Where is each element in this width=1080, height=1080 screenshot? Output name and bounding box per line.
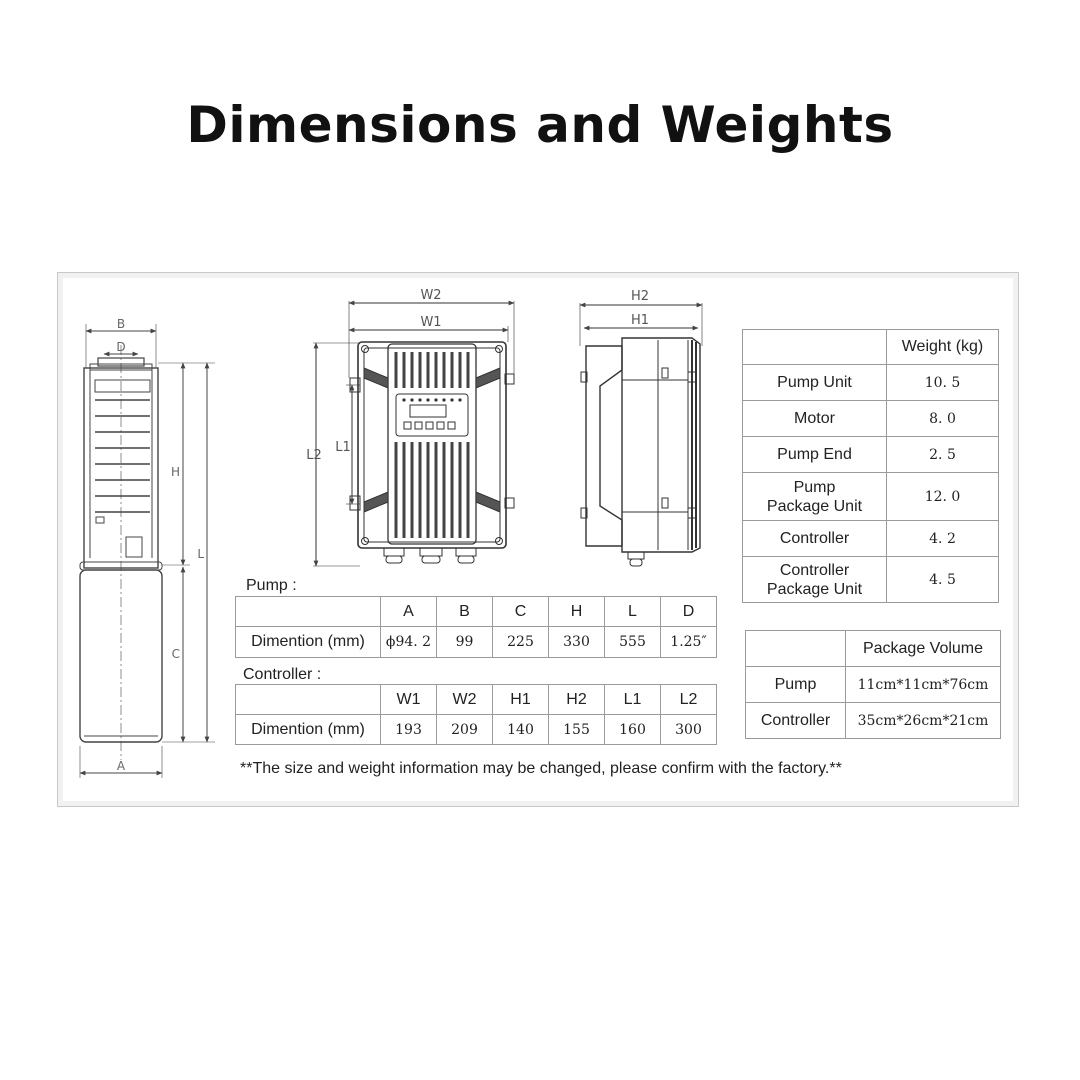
pump-table-caption: Pump : bbox=[246, 577, 297, 594]
table-header-row bbox=[743, 330, 999, 365]
value-b: 99 bbox=[437, 627, 493, 658]
table-header-cell: L bbox=[605, 597, 661, 627]
controller-front-drawing bbox=[313, 301, 514, 566]
table-header-cell bbox=[746, 631, 846, 667]
dim-label-l2: L2 bbox=[306, 448, 322, 463]
volume-header: Package Volume bbox=[846, 631, 1001, 667]
volume-item: Pump bbox=[746, 667, 846, 703]
dim-label-d: D bbox=[116, 340, 126, 354]
weight-item: Motor bbox=[743, 401, 887, 437]
value-a: ϕ94. 2 bbox=[381, 627, 437, 658]
weight-value: 4. 2 bbox=[887, 521, 999, 557]
value-c: 225 bbox=[493, 627, 549, 658]
dim-label-h2: H2 bbox=[630, 289, 650, 304]
table-header-cell bbox=[236, 685, 381, 715]
table-row bbox=[236, 715, 717, 745]
value-l1: 160 bbox=[605, 715, 661, 745]
value-h2: 155 bbox=[549, 715, 605, 745]
volume-value: 11cm*11cm*76cm bbox=[846, 667, 1001, 703]
volume-item: Controller bbox=[746, 703, 846, 739]
table-header-cell: W2 bbox=[437, 685, 493, 715]
pump-dimension-table bbox=[235, 596, 717, 658]
table-row bbox=[746, 667, 1001, 703]
dim-label-w1: W1 bbox=[420, 315, 442, 330]
weight-item-line: Controller bbox=[779, 561, 850, 579]
table-row bbox=[743, 401, 999, 437]
weight-item: Pump Unit bbox=[743, 365, 887, 401]
volume-value: 35cm*26cm*21cm bbox=[846, 703, 1001, 739]
weight-item: Controller bbox=[743, 521, 887, 557]
value-w1: 193 bbox=[381, 715, 437, 745]
table-row bbox=[236, 627, 717, 658]
table-header-cell: C bbox=[493, 597, 549, 627]
weight-item-line: Pump bbox=[793, 478, 836, 496]
table-header-cell: H1 bbox=[493, 685, 549, 715]
weight-value: 12. 0 bbox=[887, 473, 999, 521]
table-row bbox=[743, 473, 999, 521]
weight-value: 10. 5 bbox=[887, 365, 999, 401]
weight-item: Pump End bbox=[743, 437, 887, 473]
weight-value: 8. 0 bbox=[887, 401, 999, 437]
dim-label-l1: L1 bbox=[335, 440, 351, 455]
table-row bbox=[743, 437, 999, 473]
weight-header: Weight (kg) bbox=[887, 330, 999, 365]
weight-item-line: Package Unit bbox=[766, 580, 863, 598]
weight-item bbox=[743, 473, 887, 521]
table-header-cell: W1 bbox=[381, 685, 437, 715]
table-row bbox=[743, 521, 999, 557]
row-label: Dimention (mm) bbox=[236, 627, 381, 658]
weight-table bbox=[742, 329, 999, 603]
value-h: 330 bbox=[549, 627, 605, 658]
value-l2: 300 bbox=[661, 715, 717, 745]
table-row bbox=[743, 557, 999, 603]
weight-item bbox=[743, 557, 887, 603]
dim-label-b: B bbox=[116, 317, 126, 331]
table-row bbox=[746, 703, 1001, 739]
table-header-row bbox=[236, 685, 717, 715]
controller-side-drawing bbox=[580, 303, 702, 566]
page-title: Dimensions and Weights bbox=[186, 96, 894, 154]
weight-value: 4. 5 bbox=[887, 557, 999, 603]
pump-drawing bbox=[80, 324, 215, 778]
dim-label-c: C bbox=[171, 647, 180, 661]
table-header-cell: B bbox=[437, 597, 493, 627]
table-header-cell bbox=[743, 330, 887, 365]
weight-value: 2. 5 bbox=[887, 437, 999, 473]
table-header-cell: D bbox=[661, 597, 717, 627]
table-header-cell: A bbox=[381, 597, 437, 627]
value-l: 555 bbox=[605, 627, 661, 658]
controller-dimension-table bbox=[235, 684, 717, 745]
table-row bbox=[743, 365, 999, 401]
table-header-row bbox=[746, 631, 1001, 667]
table-header-cell: L1 bbox=[605, 685, 661, 715]
dim-label-w2: W2 bbox=[420, 288, 442, 303]
row-label: Dimention (mm) bbox=[236, 715, 381, 745]
dim-label-a: A bbox=[116, 759, 126, 773]
footnote: **The size and weight information may be changed, please confirm with the factory.** bbox=[240, 760, 842, 777]
table-header-cell: L2 bbox=[661, 685, 717, 715]
dim-label-h1: H1 bbox=[630, 313, 650, 328]
table-header-row bbox=[236, 597, 717, 627]
value-d: 1.25″ bbox=[661, 627, 717, 658]
table-header-cell bbox=[236, 597, 381, 627]
value-w2: 209 bbox=[437, 715, 493, 745]
dim-label-l: L bbox=[197, 547, 204, 561]
dim-label-h: H bbox=[170, 465, 180, 479]
table-header-cell: H bbox=[549, 597, 605, 627]
value-h1: 140 bbox=[493, 715, 549, 745]
weight-item-line: Package Unit bbox=[766, 497, 863, 515]
table-header-cell: H2 bbox=[549, 685, 605, 715]
controller-table-caption: Controller : bbox=[243, 666, 322, 683]
package-volume-table bbox=[745, 630, 1001, 739]
